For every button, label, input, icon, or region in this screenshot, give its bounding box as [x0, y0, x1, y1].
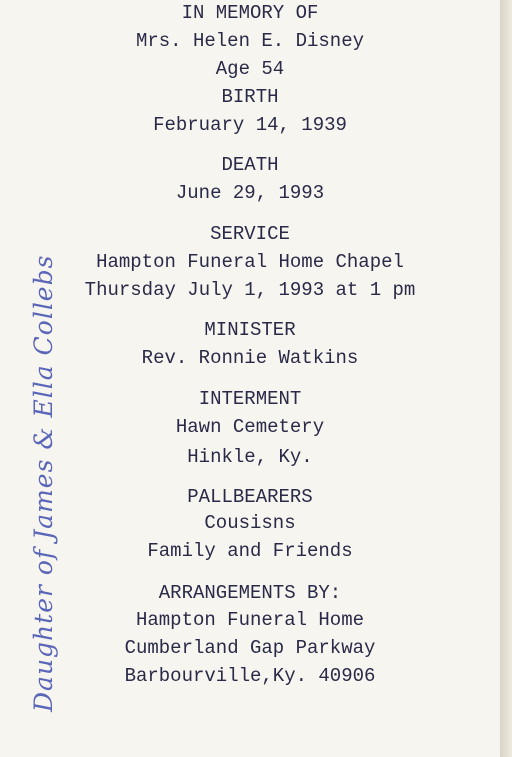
service-location: Hampton Funeral Home Chapel — [96, 251, 404, 273]
cemetery-name: Hawn Cemetery — [175, 416, 325, 438]
funeral-home-city: Barbourville,Ky. 40906 — [124, 665, 376, 687]
paper-edge — [500, 0, 512, 757]
heading-minister: MINISTER — [204, 319, 296, 341]
pallbearers-2: Family and Friends — [147, 540, 353, 562]
funeral-home-street: Cumberland Gap Parkway — [124, 637, 376, 659]
heading-interment: INTERMENT — [198, 388, 302, 410]
birth-date: February 14, 1939 — [153, 114, 347, 136]
service-datetime: Thursday July 1, 1993 at 1 pm — [84, 279, 416, 301]
death-date: June 29, 1993 — [175, 182, 325, 204]
heading-arrangements: ARRANGEMENTS BY: — [158, 582, 342, 604]
heading-pallbearers: PALLBEARERS — [187, 486, 313, 508]
age: Age 54 — [215, 58, 285, 80]
deceased-name: Mrs. Helen E. Disney — [135, 30, 365, 52]
pallbearers-1: Cousisns — [204, 512, 296, 534]
cemetery-location: Hinkle, Ky. — [187, 446, 313, 468]
heading-birth: BIRTH — [221, 86, 279, 108]
heading-in-memory: IN MEMORY OF — [181, 2, 319, 24]
heading-service: SERVICE — [210, 223, 290, 245]
funeral-home-name: Hampton Funeral Home — [135, 609, 365, 631]
heading-death: DEATH — [221, 154, 279, 176]
minister-name: Rev. Ronnie Watkins — [141, 347, 359, 369]
handwritten-note: Daughter of James & Ella Collebs — [29, 254, 58, 712]
